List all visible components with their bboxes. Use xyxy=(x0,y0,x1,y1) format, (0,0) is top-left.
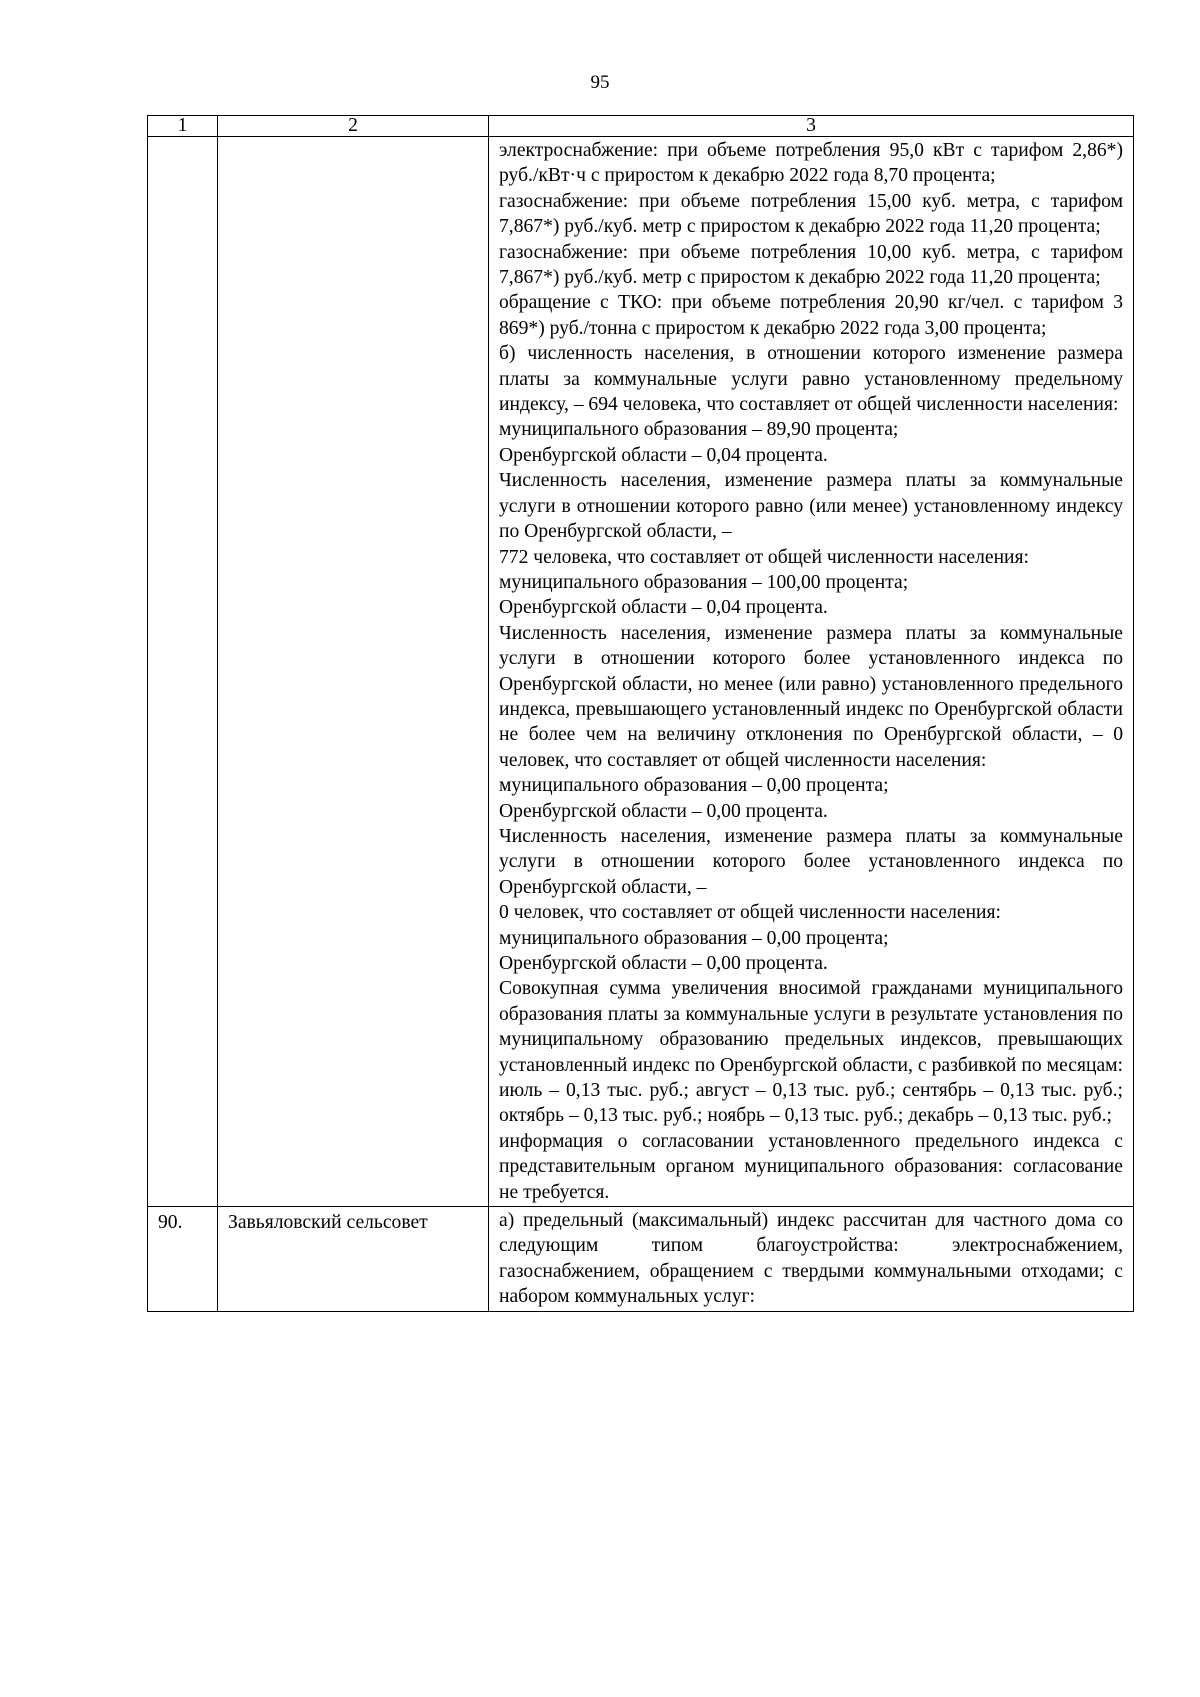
paragraph: обращение с ТКО: при объеме потребления 20,90 кг/чел. с тарифом 3 869*) руб./тонна с приростом к декабрю 2022 года 3,00 процента; xyxy=(499,292,1123,339)
header-col-3: 3 xyxy=(489,116,1134,137)
paragraph: б) численность населения, в отношении которого изменение размера платы за коммунальные услуги равно установленному предельному индексу, – 694 человека, что составляет от общей численности населения: xyxy=(499,343,1123,416)
paragraph: 772 человека, что составляет от общей численности населения: xyxy=(499,546,1029,568)
paragraph: Численность населения, изменение размера платы за коммунальные услуги в отношении которого более установленного индекса по Оренбургской области, – xyxy=(499,825,1123,898)
paragraph: а) предельный (максимальный) индекс рассчитан для частного дома со следующим типом благоустройства: электроснабжением, газоснабжением, обращением с твердыми коммунальными отходами; с набором коммунальных услуг: xyxy=(499,1210,1123,1308)
paragraph: газоснабжение: при объеме потребления 15,00 куб. метра, с тарифом 7,867*) руб./куб. метр с приростом к декабрю 2022 года 11,20 процента; xyxy=(499,190,1123,238)
header-row xyxy=(148,116,1134,137)
table-row xyxy=(148,1207,1134,1312)
header-col-1: 1 xyxy=(148,116,218,137)
page-number: 95 xyxy=(590,72,610,93)
paragraph: электроснабжение: при объеме потребления 95,0 кВт с тарифом 2,86*) руб./кВт·ч с приростом к декабрю 2022 года 8,70 процента; xyxy=(499,140,1123,187)
paragraph: Оренбургской области – 0,00 процента. xyxy=(499,800,828,822)
table-header xyxy=(148,116,1134,137)
row-number: 90. xyxy=(148,1207,218,1312)
document-table xyxy=(147,115,1134,1312)
paragraph: Оренбургской области – 0,00 процента. xyxy=(499,953,828,974)
row-description xyxy=(489,137,1134,1207)
paragraph: муниципального образования – 0,00 процента; xyxy=(499,775,889,797)
paragraph: Численность населения, изменение размера платы за коммунальные услуги в отношении которого более установленного индекса по Оренбургской области, но менее (или равно) установленного предельного индекса, превышающего установленный индекс по Оренбургской области не более чем на величину отклонения по Оренбургской области, – 0 человек, что составляет от общей численности населения: xyxy=(499,622,1123,771)
paragraph: Численность населения, изменение размера платы за коммунальные услуги в отношении которого равно (или менее) установленному индексу по Оренбургской области, – xyxy=(499,470,1123,543)
row-description xyxy=(489,1207,1134,1312)
paragraph: муниципального образования – 89,90 процента; xyxy=(499,419,899,441)
paragraph: Оренбургской области – 0,04 процента. xyxy=(499,444,828,466)
paragraph: Совокупная сумма увеличения вносимой гражданами муниципального образования платы за коммунальные услуги в результате установления по муниципальному образованию предельных индексов, превышающих установленный индекс по Оренбургской области, с разбивкой по месяцам: июль – 0,13 тыс. руб.; август – 0,13 тыс. руб.; сентябрь – 0,13 тыс. руб.; октябрь – 0,13 тыс. руб.; ноябрь – 0,13 тыс. руб.; декабрь – 0,13 тыс. руб.; xyxy=(499,978,1123,1127)
municipality-name: Завьяловский сельсовет xyxy=(218,1207,489,1312)
paragraph: информация о согласовании установленного предельного индекса с представительным органом муниципального образования: согласование не требуется. xyxy=(499,1130,1123,1203)
header-col-2: 2 xyxy=(218,116,489,137)
municipality-name xyxy=(218,137,489,1207)
paragraph: 0 человек, что составляет от общей численности населения: xyxy=(499,902,1002,924)
paragraph: газоснабжение: при объеме потребления 10,00 куб. метра, с тарифом 7,867*) руб./куб. метр с приростом к декабрю 2022 года 11,20 процента; xyxy=(499,241,1123,289)
paragraph: муниципального образования – 0,00 процента; xyxy=(499,927,889,949)
row-number xyxy=(148,137,218,1207)
table-body xyxy=(148,137,1134,1312)
paragraph: Оренбургской области – 0,04 процента. xyxy=(499,597,828,619)
table-row xyxy=(148,137,1134,1207)
paragraph: муниципального образования – 100,00 процента; xyxy=(499,571,909,593)
